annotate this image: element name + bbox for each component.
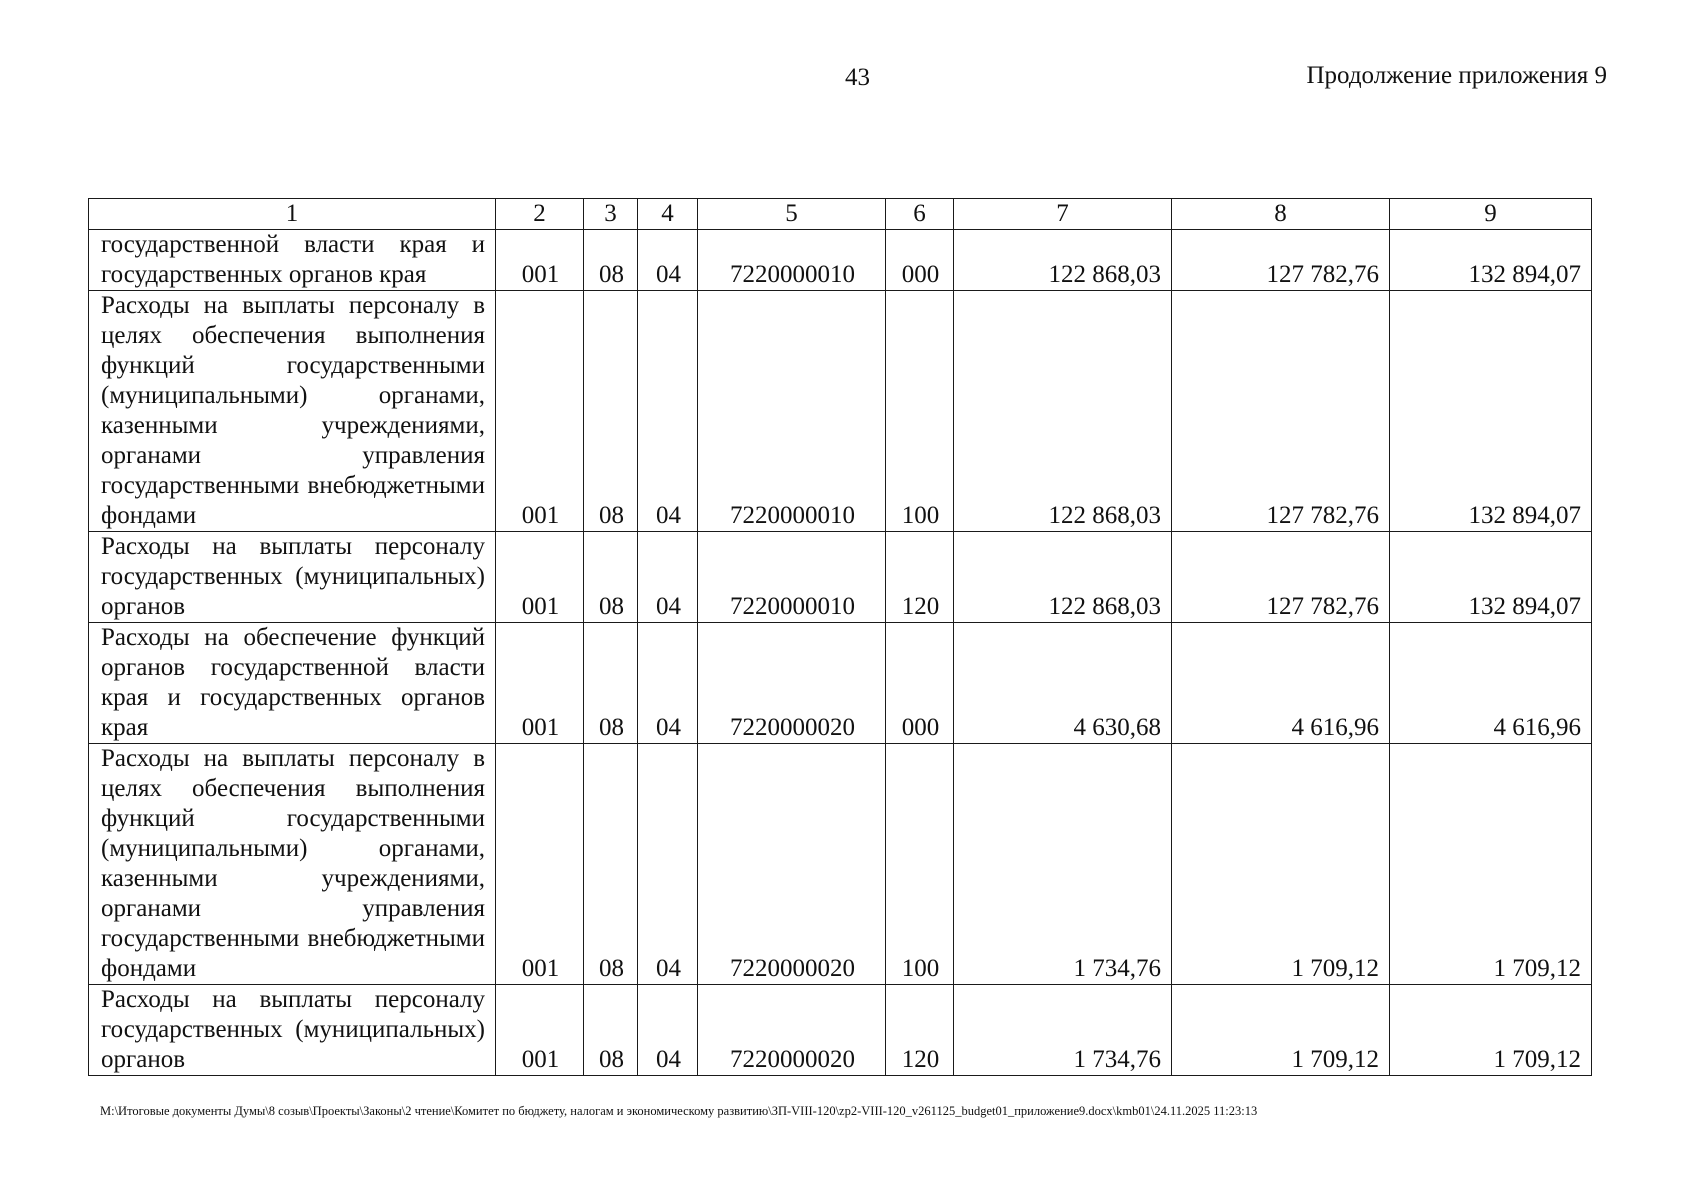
target-article-code: 7220000010 — [698, 291, 886, 532]
column-header: 6 — [886, 199, 954, 230]
amount-col-8: 127 782,76 — [1172, 291, 1390, 532]
target-article-code: 7220000020 — [698, 985, 886, 1076]
ministry-code: 001 — [496, 291, 584, 532]
expense-type-code: 100 — [886, 744, 954, 985]
amount-col-8: 127 782,76 — [1172, 532, 1390, 623]
expense-type-code: 120 — [886, 532, 954, 623]
amount-col-8: 4 616,96 — [1172, 623, 1390, 744]
section-code: 08 — [584, 532, 638, 623]
ministry-code: 001 — [496, 744, 584, 985]
section-code: 08 — [584, 291, 638, 532]
column-header: 8 — [1172, 199, 1390, 230]
column-header: 4 — [638, 199, 698, 230]
subsection-code: 04 — [638, 230, 698, 291]
appendix-continuation-label: Продолжение приложения 9 — [1306, 62, 1607, 89]
subsection-code: 04 — [638, 291, 698, 532]
amount-col-7: 1 734,76 — [954, 744, 1172, 985]
column-header: 7 — [954, 199, 1172, 230]
column-header: 1 — [89, 199, 496, 230]
amount-col-8: 1 709,12 — [1172, 985, 1390, 1076]
subsection-code: 04 — [638, 744, 698, 985]
row-description: Расходы на выплаты персоналу в целях обеспечения выполнения функций государственными (муниципальными) органами, казенными учреждениями, органами управления государственными внебюджетными фондами — [89, 744, 496, 985]
table-row — [89, 623, 1592, 744]
column-header: 3 — [584, 199, 638, 230]
amount-col-9: 132 894,07 — [1390, 532, 1592, 623]
document-file-path: М:\Итоговые документы Думы\8 созыв\Проекты\Законы\2 чтение\Комитет по бюджету, налогам и экономическому развитию\ЗП-VIII-120\zp2-VIII-120_v261125_budget01_приложение9.docx\kmb01\24.11.2025 11:23:13 — [100, 1104, 1258, 1118]
target-article-code: 7220000020 — [698, 744, 886, 985]
table-row — [89, 291, 1592, 532]
table-row — [89, 230, 1592, 291]
amount-col-8: 1 709,12 — [1172, 744, 1390, 985]
target-article-code: 7220000020 — [698, 623, 886, 744]
amount-col-7: 122 868,03 — [954, 532, 1172, 623]
ministry-code: 001 — [496, 623, 584, 744]
row-description: Расходы на выплаты персоналу в целях обеспечения выполнения функций государственными (муниципальными) органами, казенными учреждениями, органами управления государственными внебюджетными фондами — [89, 291, 496, 532]
subsection-code: 04 — [638, 532, 698, 623]
amount-col-9: 132 894,07 — [1390, 291, 1592, 532]
table-row — [89, 744, 1592, 985]
expense-type-code: 000 — [886, 230, 954, 291]
table-row — [89, 985, 1592, 1076]
expense-type-code: 100 — [886, 291, 954, 532]
amount-col-7: 4 630,68 — [954, 623, 1172, 744]
section-code: 08 — [584, 985, 638, 1076]
section-code: 08 — [584, 623, 638, 744]
expense-type-code: 000 — [886, 623, 954, 744]
section-code: 08 — [584, 744, 638, 985]
amount-col-8: 127 782,76 — [1172, 230, 1390, 291]
amount-col-9: 1 709,12 — [1390, 985, 1592, 1076]
budget-table — [88, 198, 1592, 1076]
amount-col-9: 1 709,12 — [1390, 744, 1592, 985]
target-article-code: 7220000010 — [698, 532, 886, 623]
amount-col-9: 4 616,96 — [1390, 623, 1592, 744]
table-header-row — [89, 199, 1592, 230]
subsection-code: 04 — [638, 985, 698, 1076]
ministry-code: 001 — [496, 985, 584, 1076]
amount-col-9: 132 894,07 — [1390, 230, 1592, 291]
row-description: Расходы на выплаты персоналу государственных (муниципальных) органов — [89, 532, 496, 623]
expense-type-code: 120 — [886, 985, 954, 1076]
section-code: 08 — [584, 230, 638, 291]
column-header: 5 — [698, 199, 886, 230]
amount-col-7: 122 868,03 — [954, 230, 1172, 291]
amount-col-7: 122 868,03 — [954, 291, 1172, 532]
column-header: 9 — [1390, 199, 1592, 230]
amount-col-7: 1 734,76 — [954, 985, 1172, 1076]
target-article-code: 7220000010 — [698, 230, 886, 291]
row-description: государственной власти края и государственных органов края — [89, 230, 496, 291]
page-number: 43 — [845, 64, 870, 91]
row-description: Расходы на выплаты персоналу государственных (муниципальных) органов — [89, 985, 496, 1076]
row-description: Расходы на обеспечение функций органов государственной власти края и государственных органов края — [89, 623, 496, 744]
subsection-code: 04 — [638, 623, 698, 744]
table-row — [89, 532, 1592, 623]
ministry-code: 001 — [496, 532, 584, 623]
column-header: 2 — [496, 199, 584, 230]
ministry-code: 001 — [496, 230, 584, 291]
